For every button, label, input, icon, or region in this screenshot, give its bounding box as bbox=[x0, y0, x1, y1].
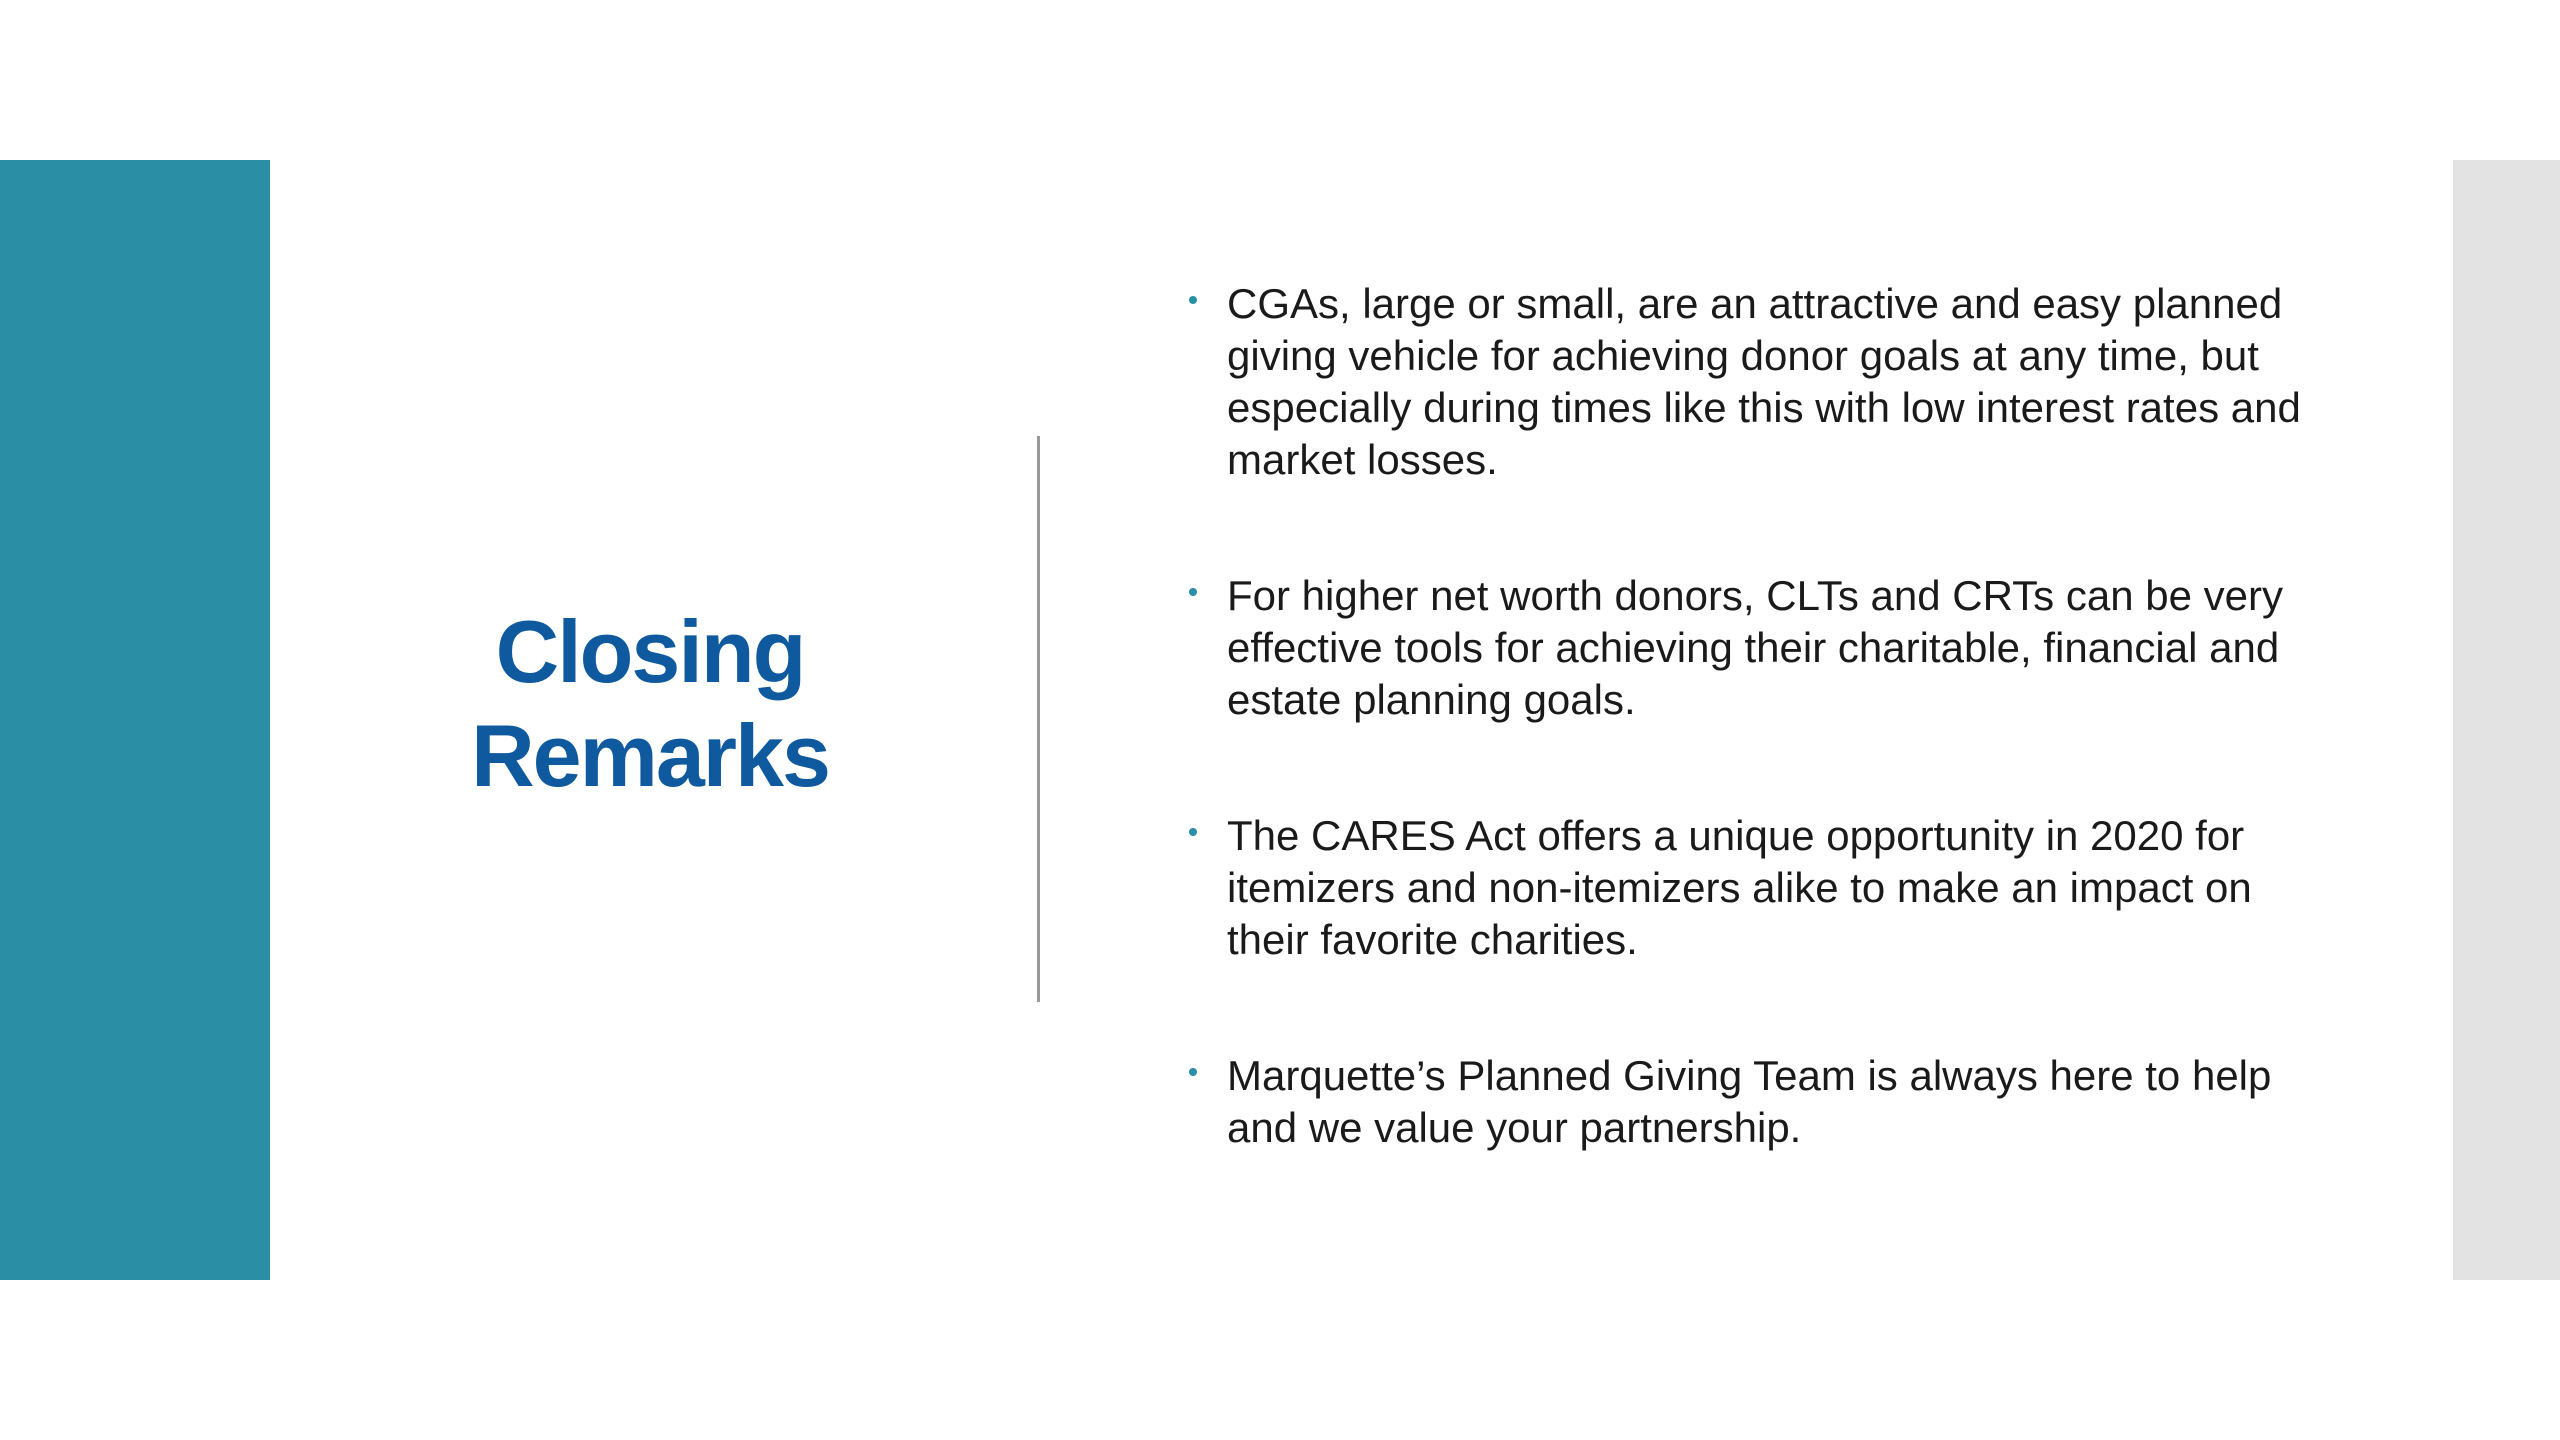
bullet-dot-icon bbox=[1189, 296, 1197, 304]
title-line-1: Closing bbox=[495, 602, 805, 701]
slide-title bbox=[400, 600, 900, 808]
bullet-text: Marquette’s Planned Giving Team is always here to help and we value your partnership. bbox=[1227, 1052, 2272, 1151]
bullet-dot-icon bbox=[1189, 1068, 1197, 1076]
bullet-item bbox=[1185, 810, 2345, 966]
bullet-text: CGAs, large or small, are an attractive and easy planned giving vehicle for achieving donor goals at any time, but especially during times like this with low interest rates and market losses. bbox=[1227, 280, 2301, 483]
bullet-dot-icon bbox=[1189, 588, 1197, 596]
bullet-dot-icon bbox=[1189, 828, 1197, 836]
accent-bar-left bbox=[0, 160, 270, 1280]
bullet-item bbox=[1185, 1050, 2345, 1154]
title-line-2: Remarks bbox=[471, 706, 829, 805]
bullet-list bbox=[1185, 278, 2345, 1154]
bullet-text: The CARES Act offers a unique opportunity in 2020 for itemizers and non-itemizers alike to make an impact on their favorite charities. bbox=[1227, 812, 2252, 963]
accent-bar-right bbox=[2453, 160, 2560, 1280]
bullet-item bbox=[1185, 570, 2345, 726]
vertical-divider bbox=[1037, 436, 1040, 1002]
bullet-item bbox=[1185, 278, 2345, 486]
bullet-text: For higher net worth donors, CLTs and CRTs can be very effective tools for achieving their charitable, financial and estate planning goals. bbox=[1227, 572, 2283, 723]
